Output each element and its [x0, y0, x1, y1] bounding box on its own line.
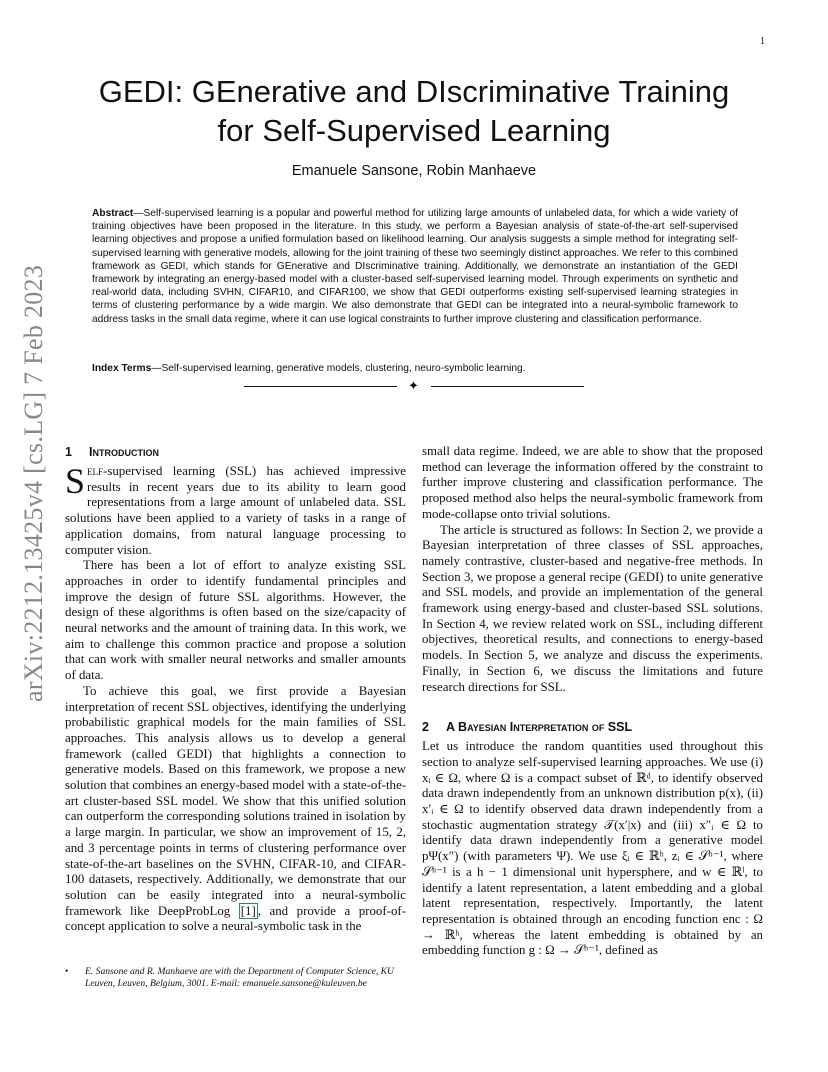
citation-link[interactable]: [1] — [240, 903, 256, 918]
section-2 — [422, 719, 763, 959]
index-terms — [92, 362, 738, 375]
intro-paragraph-1 — [65, 461, 406, 558]
intro-paragraph-5: The article is structured as follows: In Section 2, we provide a Bayesian interpretation of three classes of SSL approaches, namely contrastive, cluster-based and negative-free methods. In Section 3, we propose a general recipe (GEDI) to unite generative and SSL models, and provide an implementation of the general framework using energy-based and cluster-based SSL solutions. In Section 4, we review related work on SSL, including different objectives, theoretical results, and connections to energy-based models. In Section 5, we analyze and discuss the experiments. Finally, in Section 6, we discuss the limitations and future research directions for SSL. — [422, 522, 763, 694]
intro-paragraph-3 — [65, 684, 406, 935]
section-number: 2 — [422, 720, 429, 735]
intro-p1-text: -supervised learning (SSL) has achieved impressive results in recent years due to its ability to learn good representations from a large amount of unlabeled data. SSL solutions have been applied to a variety of tasks in a range of application domains, from natural language processing to computer vision. — [65, 464, 406, 557]
section-title: Introduction — [89, 445, 159, 459]
section-heading-bayesian — [422, 719, 763, 735]
index-terms-text: —Self-supervised learning, generative models, clustering, neuro-symbolic learning. — [151, 363, 526, 374]
left-column — [65, 444, 406, 935]
title-separator — [244, 378, 584, 392]
title-line-2: for Self-Supervised Learning — [217, 113, 611, 148]
section-number: 1 — [65, 445, 72, 459]
separator-line-left — [244, 386, 397, 387]
authors: Emanuele Sansone, Robin Manhaeve — [291, 163, 537, 179]
right-column — [422, 444, 763, 959]
page-number: 1 — [760, 36, 765, 47]
footnote-text: E. Sansone and R. Manhaeve are with the Department of Computer Science, KU Leuven, Leuven, Belgium, 3001. E-mail: emanuele.sansone@kuleuven.be — [85, 966, 394, 989]
arxiv-watermark: arXiv:2212.13425v4 [cs.LG] 7 Feb 2023 — [19, 264, 48, 702]
separator-line-right — [431, 386, 584, 387]
intro-paragraph-4: small data regime. Indeed, we are able to show that the proposed method can leverage the information offered by the constraint to further improve clustering and classification performance. The proposed method also helps the neural-symbolic framework from mode-collapse onto trivial solutions. — [422, 444, 763, 521]
title-line-1: GEDI: GEnerative and DIscriminative Training — [98, 74, 730, 109]
index-terms-label: Index Terms — [92, 363, 152, 374]
abstract-label: Abstract — [92, 208, 134, 219]
abstract — [92, 207, 738, 326]
intro-p3-text-b: , and provide a proof-of-concept application to solve a neural-symbolic task in the — [65, 903, 406, 934]
drop-cap: S — [65, 461, 86, 501]
intro-paragraph-2: There has been a lot of effort to analyze existing SSL approaches in order to identify fundamental principles and improve the design of future SSL algorithms. However, the design of these algorithms is often based on the size/capacity of neural networks and the amount of training data. In this work, we aim to challenge this common practice and propose a solution that can work with smaller neural networks and smaller amounts of data. — [65, 558, 406, 683]
abstract-text: —Self-supervised learning is a popular and powerful method for utilizing large amounts of unlabeled data, for which a wide variety of training objectives have been proposed in the literature. In this study, we perform a Bayesian analysis of state-of-the-art self-supervised learning objectives and propose a unified formulation based on likelihood learning. Our analysis suggests a simple method for integrating self-supervised learning with generative models, allowing for the joint training of these two seemingly distinct approaches. We refer to this combined framework as GEDI, which stands for GEnerative and DIscriminative training. Additionally, we demonstrate an instantiation of the GEDI framework by integrating an energy-based model with a cluster-based self-supervised learning model. Through experiments on synthetic and real-world data, including SVHN, CIFAR10, and CIFAR100, we show that GEDI outperforms existing self-supervised learning strategies in terms of clustering performance by a wide margin. We also demonstrate that GEDI can be integrated into a neural-symbolic framework to address tasks in the small data regime, where it can use logical constraints to further improve clustering and classification performance. — [92, 208, 738, 325]
intro-p3-text-a: To achieve this goal, we first provide a Bayesian interpretation of recent SSL objectives, identifying the underlying probabilistic graphical models for the main families of SSL approaches. This analysis allows us to develop a general framework (called GEDI) that highlights a connection to generative models. Based on this framework, we propose a new solution that combines an energy-based model with a state-of-the-art cluster-based SSL model. We show that this unified solution can outperform the corresponding solutions trained in isolation by a large margin. In particular, we show an improvement of 15, 2, and 3 percentage points in terms of clustering performance over state-of-the-art baselines on the SVHN, CIFAR-10, and CIFAR-100 datasets, respectively. Additionally, we demonstrate that our solution can be easily integrated into a neural-symbolic framework like DeepProbLog — [65, 683, 406, 918]
section2-paragraph-1: Let us introduce the random quantities used throughout this section to analyze self-supervised learning approaches. We use (i) xᵢ ∈ Ω, where Ω is a compact subset of ℝᵈ, to identify observed data drawn independently from an unknown distribution p(x), (ii) x′ᵢ ∈ Ω to identify observed data drawn independently from a stochastic augmentation strategy 𝒯(x′|x) and (iii) x″ᵢ ∈ Ω to identify data drawn independently from a generative model pΨ(x″) (with parameters Ψ). We use ξᵢ ∈ ℝʰ, zᵢ ∈ 𝒮ʰ⁻¹, where 𝒮ʰ⁻¹ is a h − 1 dimensional unit hypersphere, and w ∈ ℝˡ, to identify a latent representation, a latent embedding and a global latent representation, respectively. Importantly, the latent representation is obtained through an encoding function enc : Ω → ℝʰ, whereas the latent embedding is obtained by an embedding function g : Ω → 𝒮ʰ⁻¹, defined as — [422, 739, 763, 958]
section-title: A Bayesian Interpretation of SSL — [446, 720, 633, 735]
paper-title — [0, 72, 828, 150]
footnote — [65, 966, 406, 990]
section-heading-introduction — [65, 444, 406, 460]
lead-in: elf — [87, 464, 104, 478]
footnote-bullet: • — [65, 966, 69, 977]
diamond-icon: ✦ — [408, 378, 419, 393]
